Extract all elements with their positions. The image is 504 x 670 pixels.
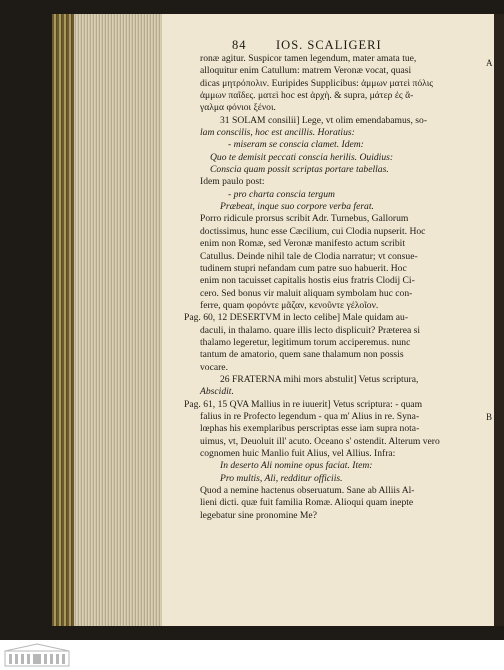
text-line: dicas μητρόπολιν. Euripides Supplicibus: ἀμμων ματεὶ πόλις bbox=[200, 77, 434, 89]
text-line: Præbeat, inque suo corpore verba ferat. bbox=[220, 201, 374, 213]
text-line: thalamo legeretur, legitimum torum acciperemus. nunc bbox=[200, 336, 411, 348]
page-shadow bbox=[494, 14, 504, 626]
text-line: Pro multis, Ali, redditur officiis. bbox=[220, 472, 343, 484]
text-line: - miseram se conscia clamet. Idem: bbox=[228, 139, 364, 151]
running-title: IOS. SCALIGERI bbox=[276, 38, 382, 52]
text-line: alloquitur enim Catullum: matrem Veronæ vocat, quasi bbox=[200, 65, 412, 77]
text-line: lœphas his exemplaribus perscriptas esse iam supra nota- bbox=[200, 423, 420, 435]
footer-bar bbox=[0, 640, 504, 670]
text-line: ronæ agitur. Suspicor tamen legendum, mater amata tue, bbox=[200, 53, 417, 64]
text-line: Porro ridicule prorsus scribit Adr. Turnebus, Gallorum bbox=[200, 213, 409, 225]
text-line: daculi, in thalamo. quare illis lecto displicuit? Præterea si bbox=[200, 324, 421, 336]
page-stack bbox=[74, 14, 162, 626]
text-line: ἀμμων παῖδες. ματεὶ hoc est ἀρχὴ. & supra, μάτερ ἐς ἄ- bbox=[200, 90, 414, 102]
text-line: - pro charta conscia tergum bbox=[228, 188, 335, 200]
text-line: tantum de amatorio, quem sane thalamum non possis bbox=[200, 349, 404, 361]
text-line: γαλμα φόνιοι ξένοι. bbox=[200, 102, 276, 114]
text-line: 31 SOLAM consilii] Lege, vt olim emendabamus, so- bbox=[220, 114, 428, 126]
text-line: cero. Sed bonus vir maluit aliquam symbolam huc con- bbox=[200, 287, 413, 299]
text-line: Conscia quam possit scriptas portare tabellas. bbox=[210, 164, 389, 176]
text-line: tudinem stupri nefandam cum patre suo habuerit. Hoc bbox=[200, 262, 407, 274]
text-line: Pag. 60, 12 DESERTVM in lecto celibe] Male quidam au- bbox=[184, 312, 409, 324]
text-line: cognomen huic Manlio fuit Alius, vel Allius. Infra: bbox=[200, 448, 396, 459]
page-number: 84 bbox=[232, 38, 247, 52]
text-line: Quod a nemine hactenus obseruatum. Sane ab Alliis Al- bbox=[200, 485, 415, 497]
running-header bbox=[232, 38, 488, 53]
library-logo-icon bbox=[3, 642, 71, 668]
text-line: enim non Romæ, sed Veronæ manifesto actum scribit bbox=[200, 238, 405, 250]
text-line: enim non tacuisset capitalis hostis eius fratris Clodij Ci- bbox=[200, 275, 415, 287]
text-line: Quo te demisit peccati conscia herilis. Ouidius: bbox=[210, 151, 394, 163]
text-line: uimus, vt, Deuoluit ill' acuto. Oceano s' ostendit. Alterum vero bbox=[200, 435, 440, 447]
page-text bbox=[184, 53, 492, 522]
text-line: lam conscilis, hoc est ancillis. Horatius: bbox=[200, 127, 355, 139]
text-line: legebatur sine pronomine Me? bbox=[200, 509, 317, 521]
text-line: In deserto Ali nomine opus faciat. Item: bbox=[220, 460, 373, 472]
margin-note-b: B bbox=[486, 412, 493, 422]
text-line: ferre, quam φορόντε μᾶζαν, κενοῦντε γέλοῖον. bbox=[200, 299, 379, 311]
text-line: falius in re Profecto legendum - qua m' Alius in re. Syna- bbox=[200, 410, 420, 422]
text-line: Catullus. Deinde nihil tale de Clodia narratur; vt consue- bbox=[200, 250, 418, 262]
text-line: Idem paulo post: bbox=[200, 176, 265, 188]
text-line: 26 FRATERNA mihi mors abstulit] Vetus scriptura, bbox=[220, 373, 419, 385]
text-line: Abscidit. bbox=[200, 386, 234, 398]
text-line: lieni dicti. quæ fuit familia Romæ. Alioqui quam inepte bbox=[200, 497, 414, 509]
text-line: doctissimus, hunc esse Cæcilium, cui Clodia nupserit. Hoc bbox=[200, 225, 426, 237]
margin-note-a: A bbox=[486, 58, 493, 68]
text-line: Pag. 61, 15 QVA Mallius in re iuuerit] Vetus scriptura: - quam bbox=[184, 398, 423, 410]
text-line: vocare. bbox=[200, 361, 228, 373]
gilt-page-edge bbox=[52, 14, 74, 626]
